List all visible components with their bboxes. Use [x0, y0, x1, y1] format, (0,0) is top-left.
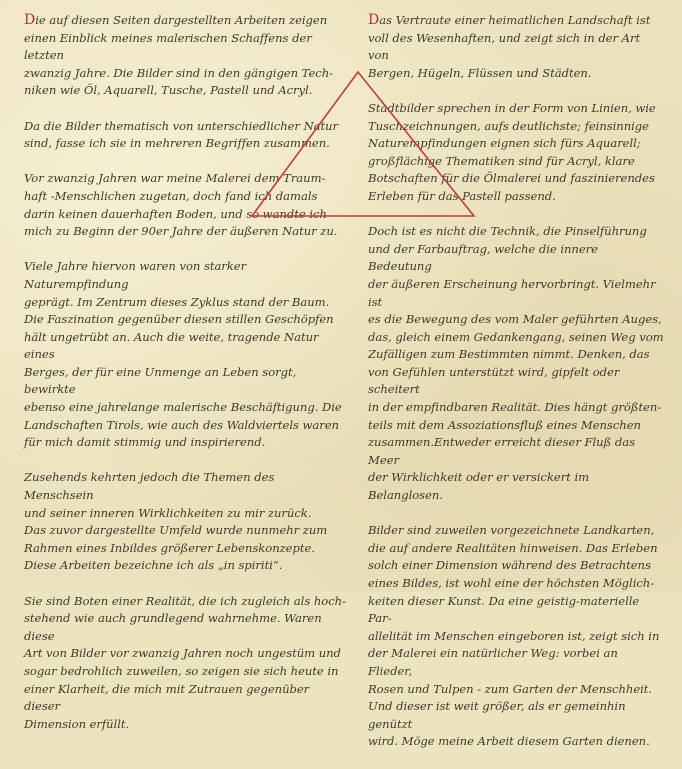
paragraph: Zusehends kehrten jedoch die Themen des Menschsein und seiner inneren Wirklichkeiten zu mir zurück. Das zuvor dargestellte Umfeld wurde nunmehr zum Rahmen eines Inbildes größerer Lebenskonzepte. Diese Arbeiten bezeichne ich als „in spiriti“.: [24, 470, 328, 573]
drop-cap: D: [24, 12, 36, 28]
paragraph: Da die Bilder thematisch von unterschiedlicher Natur sind, fasse ich sie in mehreren Begriffen zusammen.: [24, 118, 339, 151]
paragraph: Stadtbilder sprechen in der Form von Linien, wie Tuschzeichnungen, aufs deutlichste; feinsinnige Naturempfindungen eignen sich fürs Aquarell; großflächige Thematiken sind für Acryl, klare Botschaften für die Ölmalerei und faszinierendes Erleben für das Pastell passend.: [368, 100, 656, 203]
paragraph: Vor zwanzig Jahren war meine Malerei dem Traum- haft -Menschlichen zugetan, doch fand ich damals darin keinen dauerhaften Boden, und so wandte ich mich zu Beginn der 90er Jahre der äußeren Natur zu.: [24, 171, 338, 239]
paragraph: Doch ist es nicht die Technik, die Pinselführung und der Farbauftrag, welche die innere Bedeutung der äußeren Erscheinung hervorbringt. Vielmehr ist es die Bewegung des vom Maler geführten Auges, das, gleich einem Gedankengang, seinen Weg vom Zufälligen zum Bestimmten nimmt. Denken, das von Gefühlen unterstützt wird, gipfelt oder scheitert in der empfindbaren Realität. Dies hängt größten- teils mit dem Assoziationsfluß eines Menschen zusammen.Entweder erreicht dieser Fluß das Meer der Wirklichkeit oder er versickert im Belanglosen.: [368, 224, 664, 503]
paragraph-text: ie auf diesen Seiten dargestellten Arbeiten zeigen einen Einblick meines malerischen Schaffens der letzten zwanzig Jahre. Die Bilder sind in den gängigen Tech- niken wie Öl, Aquarell, Tusche, Pastell und Acryl.: [24, 13, 333, 98]
paragraph-text: as Vertraute einer heimatlichen Landschaft ist voll des Wesenhaften, und zeigt sich in der Art von Bergen, Hügeln, Flüssen und Städten.: [368, 13, 651, 80]
paragraph: Viele Jahre hiervon waren von starker Naturempfindung geprägt. Im Zentrum dieses Zyklus stand der Baum. Die Faszination gegenüber diesen stillen Geschöpfen hält ungetrübt an. Auch die weite, tragende Natur eines Berges, der für eine Unmenge an Leben sorgt, bewirkte ebenso eine jahrelange malerische Beschäftigung. Die Landschaften Tirols, wie auch des Waldviertels waren für mich damit stimmig und inspirierend.: [24, 259, 342, 450]
paragraph: Sie sind Boten einer Realität, die ich zugleich als hoch- stehend wie auch grundlegend wahrnehme. Waren diese Art von Bilder vor zwanzig Jahren noch ungestüm und sogar bedrohlich zuweilen, so zeigen sie sich heute in einer Klarheit, die mich mit Zutrauen gegenüber dieser Dimension erfüllt.: [24, 593, 346, 731]
left-text-column: [24, 12, 346, 751]
drop-cap: D: [368, 12, 380, 28]
paragraph: [24, 12, 346, 100]
paragraph: Bilder sind zuweilen vorgezeichnete Landkarten, die auf andere Realitäten hinweisen. Das Erleben solch einer Dimension während des Betrachtens eines Bildes, ist wohl eine der höchsten Möglich- keiten dieser Kunst. Da eine geistig-materielle Par- allelität im Menschen eingeboren ist, zeigt sich in der Malerei ein natürlicher Weg: vorbei an Flieder, Rosen und Tulpen - zum Garten der Menschheit. Und dieser ist weit größer, als er gemeinhin genützt wird. Möge meine Arbeit diesem Garten dienen.: [368, 523, 660, 749]
paragraph: [368, 12, 664, 82]
right-text-column: [368, 12, 664, 769]
